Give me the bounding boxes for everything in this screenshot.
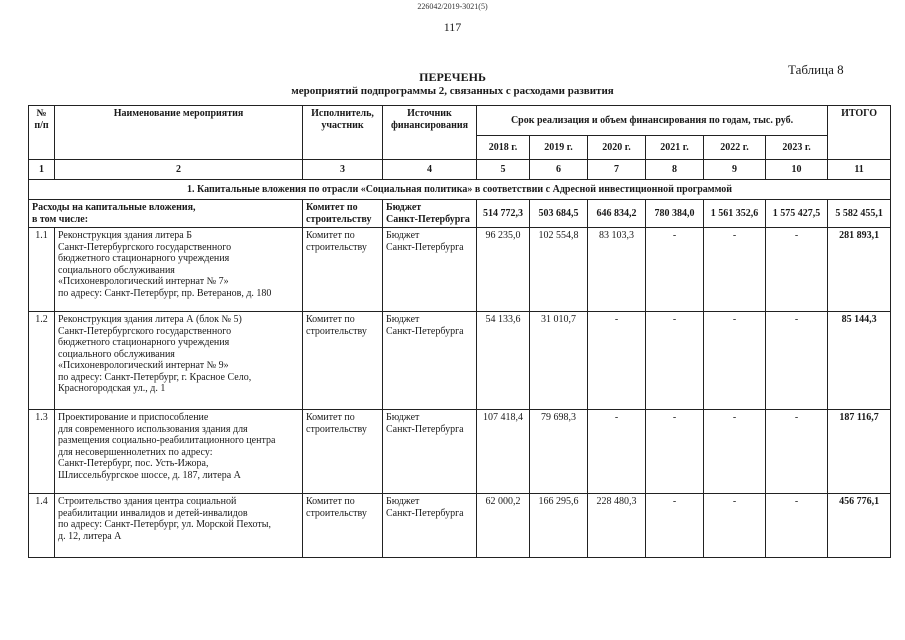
year-header: 2019 г. [530, 136, 588, 160]
row-value: 31 010,7 [530, 312, 588, 410]
row-name: Реконструкция здания литера Б Санкт-Петербургского государственного бюджетного стационарного учреждения социального обслуживания «Психоневрологический интернат № 7» по адресу: Санкт-Петербург, пр. Ветеранов, д. 180 [55, 228, 303, 312]
summary-value: 646 834,2 [588, 200, 646, 228]
row-value: - [704, 312, 766, 410]
row-value: 107 418,4 [477, 410, 530, 494]
row-value: 79 698,3 [530, 410, 588, 494]
row-executor: Комитет по строительству [303, 228, 383, 312]
summary-source: Бюджет Санкт-Петербурга [383, 200, 477, 228]
row-total: 187 116,7 [828, 410, 891, 494]
row-value: - [646, 410, 704, 494]
col-index: 4 [383, 160, 477, 180]
row-value: 62 000,2 [477, 494, 530, 558]
summary-executor: Комитет по строительству [303, 200, 383, 228]
row-source: Бюджет Санкт-Петербурга [383, 410, 477, 494]
col-index: 8 [646, 160, 704, 180]
summary-value: 1 561 352,6 [704, 200, 766, 228]
row-value: 102 554,8 [530, 228, 588, 312]
summary-value: 503 684,5 [530, 200, 588, 228]
table-row [29, 410, 891, 494]
col-index: 3 [303, 160, 383, 180]
row-total: 456 776,1 [828, 494, 891, 558]
row-value: - [704, 494, 766, 558]
section-row [29, 180, 891, 200]
row-executor: Комитет по строительству [303, 494, 383, 558]
row-value: 228 480,3 [588, 494, 646, 558]
row-source: Бюджет Санкт-Петербурга [383, 228, 477, 312]
row-value: - [766, 494, 828, 558]
row-executor: Комитет по строительству [303, 312, 383, 410]
row-value: - [766, 410, 828, 494]
col-header-name: Наименование мероприятия [55, 106, 303, 160]
measures-table [28, 105, 891, 558]
header-row [29, 106, 891, 136]
summary-value: 780 384,0 [646, 200, 704, 228]
row-number: 1.1 [29, 228, 55, 312]
row-value: - [646, 312, 704, 410]
summary-row [29, 200, 891, 228]
year-header: 2018 г. [477, 136, 530, 160]
row-value: - [704, 410, 766, 494]
document-code: 226042/2019-3021(5) [417, 2, 488, 11]
row-number: 1.2 [29, 312, 55, 410]
table-label: Таблица 8 [788, 62, 844, 77]
col-index: 7 [588, 160, 646, 180]
row-value: - [646, 228, 704, 312]
row-value: 96 235,0 [477, 228, 530, 312]
col-header-source: Источник финансирования [383, 106, 477, 160]
year-header: 2021 г. [646, 136, 704, 160]
row-value: - [766, 312, 828, 410]
index-row [29, 160, 891, 180]
row-total: 281 893,1 [828, 228, 891, 312]
col-index: 6 [530, 160, 588, 180]
col-index: 5 [477, 160, 530, 180]
document-subtitle: мероприятий подпрограммы 2, связанных с расходами развития [291, 85, 614, 97]
row-name: Реконструкция здания литера А (блок № 5) Санкт-Петербургского государственного бюджетного стационарного учреждения социального обслуживания «Психоневрологический интернат № 9» по адресу: Санкт-Петербург, г. Красное Село, Красногородская ул., д. 1 [55, 312, 303, 410]
row-total: 85 144,3 [828, 312, 891, 410]
year-header: 2022 г. [704, 136, 766, 160]
summary-total: 5 582 455,1 [828, 200, 891, 228]
row-value: - [588, 312, 646, 410]
page-number: 117 [443, 20, 462, 34]
table-row [29, 312, 891, 410]
col-index: 2 [55, 160, 303, 180]
col-header-num: № п/п [29, 106, 55, 160]
year-header: 2023 г. [766, 136, 828, 160]
row-source: Бюджет Санкт-Петербурга [383, 312, 477, 410]
col-index: 9 [704, 160, 766, 180]
year-header: 2020 г. [588, 136, 646, 160]
row-value: - [766, 228, 828, 312]
row-name: Проектирование и приспособление для современного использования здания для размещения социально-реабилитационного центра для несовершеннолетних по адресу: Санкт-Петербург, пос. Усть-Ижора, Шлиссельбургское шоссе, д. 187, литера А [55, 410, 303, 494]
section-title: 1. Капитальные вложения по отрасли «Социальная политика» в соответствии с Адресной инвестиционной программой [29, 180, 891, 200]
summary-name: Расходы на капитальные вложения, в том числе: [29, 200, 303, 228]
col-header-period: Срок реализация и объем финансирования по годам, тыс. руб. [477, 106, 828, 136]
row-number: 1.4 [29, 494, 55, 558]
row-value: 166 295,6 [530, 494, 588, 558]
row-value: - [646, 494, 704, 558]
col-index: 1 [29, 160, 55, 180]
document-title: ПЕРЕЧЕНЬ [419, 70, 486, 84]
summary-value: 1 575 427,5 [766, 200, 828, 228]
row-value: - [588, 410, 646, 494]
row-name: Строительство здания центра социальной реабилитации инвалидов и детей-инвалидов по адресу: Санкт-Петербург, ул. Морской Пехоты, д. 12, литера А [55, 494, 303, 558]
col-index: 11 [828, 160, 891, 180]
col-header-total: ИТОГО [828, 106, 891, 160]
row-source: Бюджет Санкт-Петербурга [383, 494, 477, 558]
col-header-executor: Исполнитель, участник [303, 106, 383, 160]
row-value: 83 103,3 [588, 228, 646, 312]
table-row [29, 228, 891, 312]
row-value: 54 133,6 [477, 312, 530, 410]
summary-value: 514 772,3 [477, 200, 530, 228]
row-value: - [704, 228, 766, 312]
row-number: 1.3 [29, 410, 55, 494]
table-row [29, 494, 891, 558]
row-executor: Комитет по строительству [303, 410, 383, 494]
col-index: 10 [766, 160, 828, 180]
